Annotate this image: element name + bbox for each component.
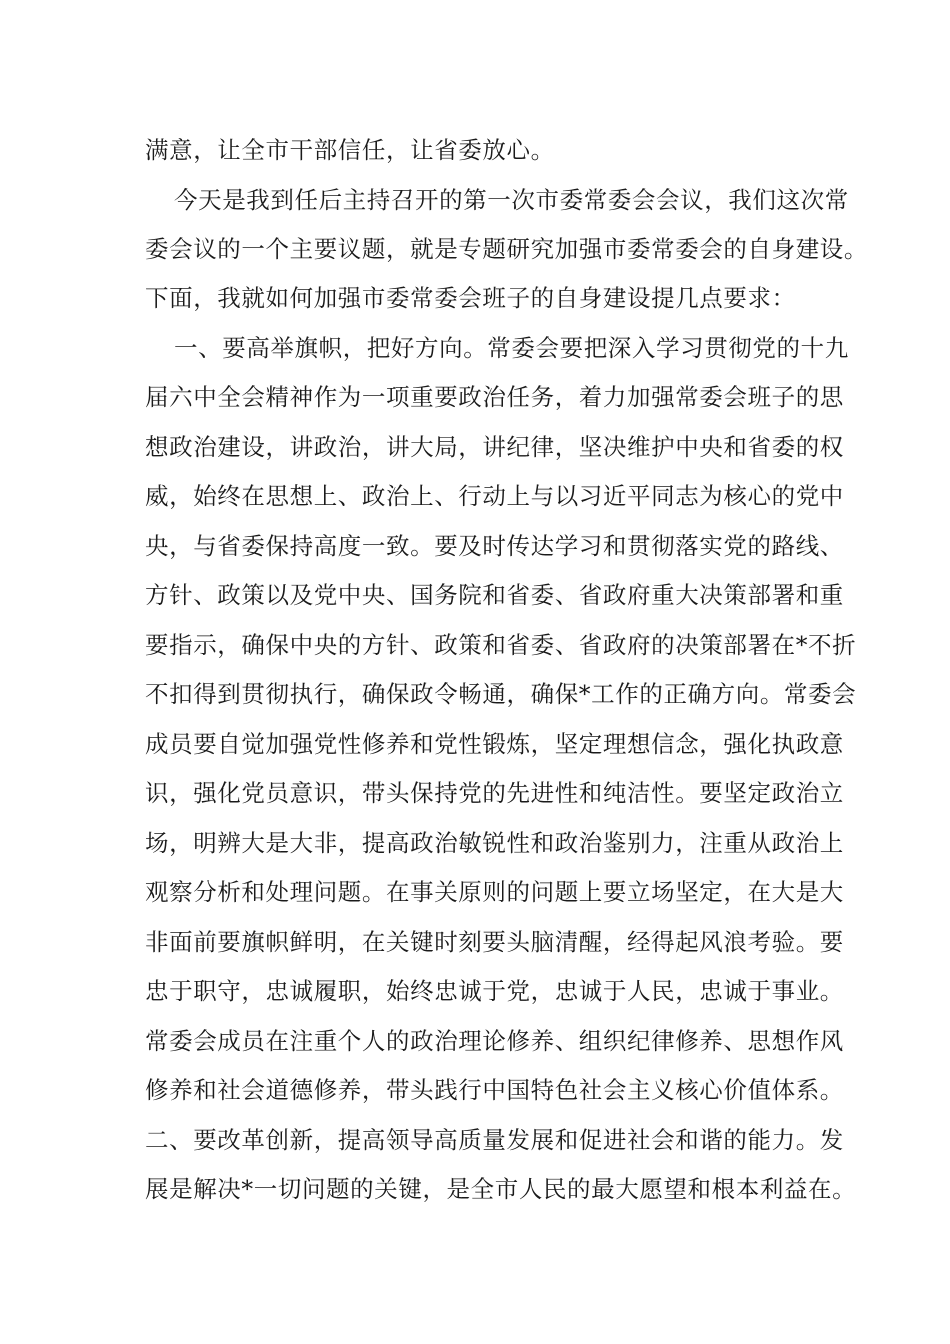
text-line: 场，明辨大是大非，提高政治敏锐性和政治鉴别力，注重从政治上 [145, 829, 844, 857]
text-line: 识，强化党员意识，带头保持党的先进性和纯洁性。要坚定政治立 [145, 779, 844, 807]
text-line: 修养和社会道德修养，带头践行中国特色社会主义核心价值体系。 [145, 1076, 844, 1104]
text-line: 委会议的一个主要议题，就是专题研究加强市委常委会的自身建设。 [145, 235, 868, 263]
text-line: 威，始终在思想上、政治上、行动上与以习近平同志为核心的党中 [145, 482, 844, 510]
section-heading-line: 二、要改革创新，提高领导高质量发展和促进社会和谐的能力。发 [145, 1126, 844, 1154]
text-line: 展是解决*一切问题的关键，是全市人民的最大愿望和根本利益在。 [145, 1175, 857, 1203]
text-line: 想政治建设，讲政治，讲大局，讲纪律，坚决维护中央和省委的权 [145, 433, 844, 461]
text-line: 下面，我就如何加强市委常委会班子的自身建设提几点要求： [145, 284, 796, 312]
text-line: 忠于职守，忠诚履职，始终忠诚于党，忠诚于人民，忠诚于事业。 [145, 977, 844, 1005]
text-line: 观察分析和处理问题。在事关原则的问题上要立场坚定，在大是大 [145, 878, 844, 906]
text-line: 满意，让全市干部信任，让省委放心。 [145, 136, 555, 164]
text-line: 非面前要旗帜鲜明，在关键时刻要头脑清醒，经得起风浪考验。要 [145, 928, 844, 956]
text-line: 央，与省委保持高度一致。要及时传达学习和贯彻落实党的路线、 [145, 532, 844, 560]
text-line: 常委会成员在注重个人的政治理论修养、组织纪律修养、思想作风 [145, 1027, 844, 1055]
paragraph-first-line: 今天是我到任后主持召开的第一次市委常委会会议，我们这次常 [174, 186, 849, 214]
section-heading-line: 一、要高举旗帜，把好方向。常委会要把深入学习贯彻党的十九 [174, 334, 849, 362]
text-line: 成员要自觉加强党性修养和党性锻炼，坚定理想信念，强化执政意 [145, 730, 844, 758]
text-line: 方针、政策以及党中央、国务院和省委、省政府重大决策部署和重 [145, 581, 844, 609]
text-line: 不扣得到贯彻执行，确保政令畅通，确保*工作的正确方向。常委会 [145, 680, 857, 708]
text-line: 届六中全会精神作为一项重要政治任务，着力加强常委会班子的思 [145, 383, 844, 411]
text-line: 要指示，确保中央的方针、政策和省委、省政府的决策部署在*不折 [145, 631, 857, 659]
